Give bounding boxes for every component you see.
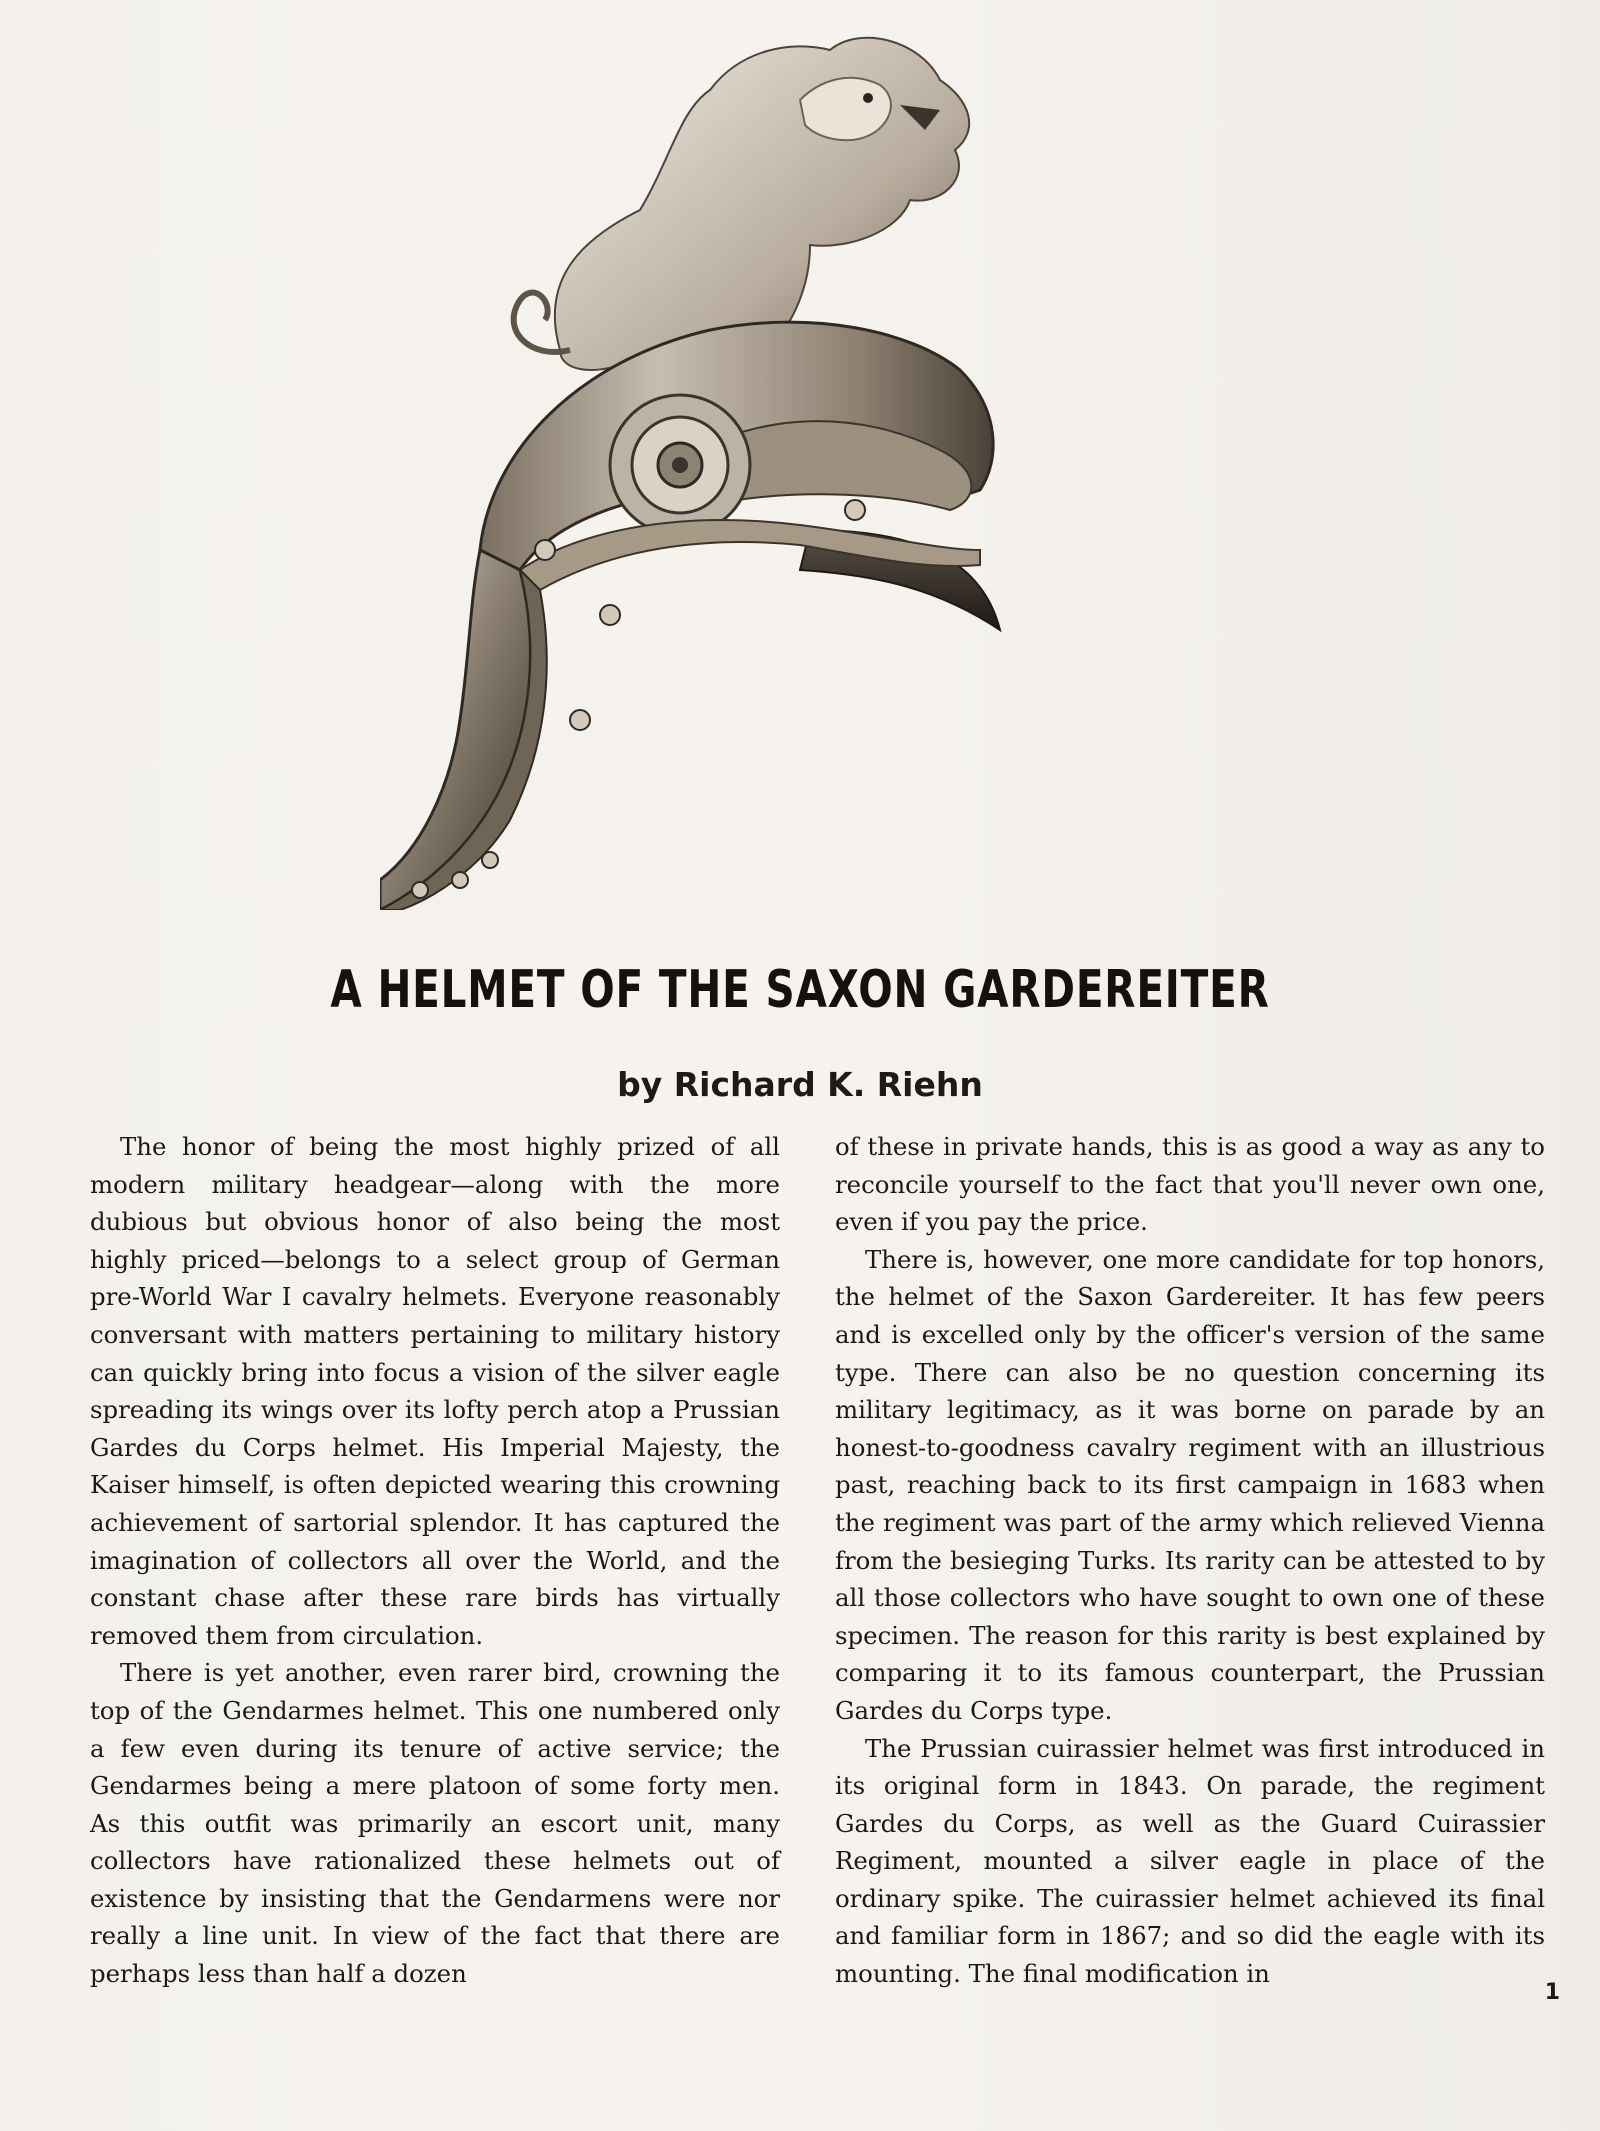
left-text-column [90, 1128, 780, 1993]
paragraph: The honor of being the most highly prized of all modern military headgear—along with the more dubious but obvious honor of also being the most highly priced—belongs to a select group of German pre-World War I cavalry helmets. Everyone reasonably conversant with matters pertaining to military history can quickly bring into focus a vision of the silver eagle spreading its wings over its lofty perch atop a Prussian Gardes du Corps helmet. His Imperial Majesty, the Kaiser himself, is often depicted wearing this crowning achievement of sartorial splendor. It has captured the imagination of collectors all over the World, and the constant chase after these rare birds has virtually removed them from circulation. [90, 1132, 780, 1650]
article-byline: by Richard K. Riehn [617, 1065, 983, 1104]
paragraph: There is yet another, even rarer bird, crowning the top of the Gendarmes helmet. This one numbered only a few even during its tenure of active service; the Gendarmes being a mere platoon of some forty men. As this outfit was primarily an escort unit, many collectors have rationalized these helmets out of existence by insisting that the Gendarmens were nor really a line unit. In view of the fact that there are perhaps less than half a dozen [90, 1658, 780, 1989]
paragraph: of these in private hands, this is as good a way as any to reconcile yourself to the fact that you'll never own one, even if you pay the price. [835, 1132, 1545, 1237]
right-text-column [835, 1128, 1545, 1993]
article-title: A HELMET OF THE SAXON GARDEREITER [330, 960, 1270, 1020]
helmet-body [380, 322, 1000, 910]
paragraph: The Prussian cuirassier helmet was first introduced in its original form in 1843. On parade, the regiment Gardes du Corps, as well as the Guard Cuirassier Regiment, mounted a silver eagle in place of the ordinary spike. The cuirassier helmet achieved its final and familiar form in 1867; and so did the eagle with its mounting. The final modification in [835, 1733, 1545, 1989]
page-number: 1 [1544, 1980, 1560, 2005]
paragraph: There is, however, one more candidate for top honors, the helmet of the Saxon Gardereiter. It has few peers and is excelled only by the officer's version of the same type. There can also be no question concerning its military legitimacy, as it was borne on parade by an honest-to-goodness cavalry regiment with an illustrious past, reaching back to its first campaign in 1683 when the regiment was part of the army which relieved Vienna from the besieging Turks. Its rarity can be attested to by all those collectors who have sought to own one of these specimen. The reason for this rarity is best explained by comparing it to its famous counterpart, the Prussian Gardes du Corps type. [835, 1244, 1545, 1725]
lion-crested-helmet-illustration [380, 30, 1240, 910]
